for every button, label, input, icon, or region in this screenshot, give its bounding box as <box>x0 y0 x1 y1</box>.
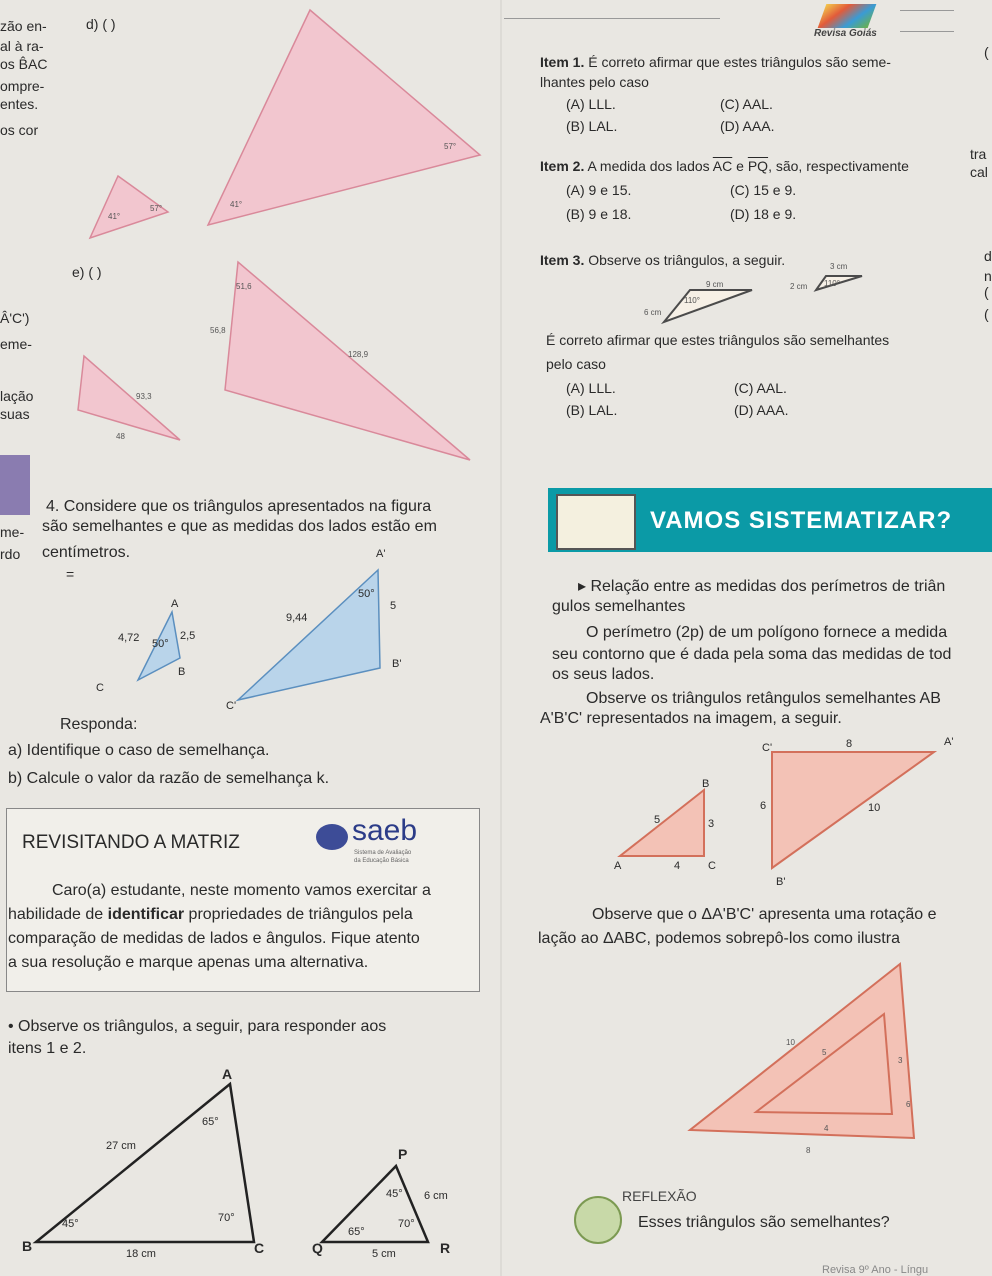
matriz-title: REVISITANDO A MATRIZ <box>22 832 240 853</box>
angle-label: 70° <box>398 1218 415 1230</box>
side-label: 6 cm <box>424 1190 448 1202</box>
relacao-title: gulos semelhantes <box>552 598 686 615</box>
saeb-logo: saeb <box>352 814 418 847</box>
vertex-label: B' <box>392 658 402 670</box>
vertex-label: B <box>22 1238 33 1254</box>
relacao-text: os seus lados. <box>552 666 655 683</box>
side-label: 4 <box>674 860 681 872</box>
item1-option-b[interactable]: (B) LAL. <box>566 118 618 134</box>
side-label: 2,5 <box>180 630 196 642</box>
item1-text: Item 1. É correto afirmar que estes triângulos são seme- <box>540 54 891 70</box>
measure-label: 6 cm <box>644 308 662 317</box>
measure-label: 51,6 <box>236 282 252 291</box>
edge-text: = <box>66 566 75 582</box>
side-label: 5 <box>654 814 661 826</box>
matriz-text: Caro(a) estudante, neste momento vamos exercitar a <box>52 882 431 899</box>
measure-label: 110° <box>824 279 840 288</box>
side-label: 5 <box>390 600 397 612</box>
vertex-label: C <box>708 860 716 872</box>
item3-text: Item 3. Observe os triângulos, a seguir. <box>540 252 786 268</box>
relacao-text: seu contorno que é dada pela soma das medidas de tod <box>552 646 952 663</box>
observe-text: • Observe os triângulos, a seguir, para responder aos <box>8 1018 387 1035</box>
responda-label: Responda: <box>60 716 138 733</box>
edge-text: al à ra- <box>0 38 44 54</box>
side-label: 10 <box>868 802 881 814</box>
angle-label: 57° <box>444 142 457 151</box>
q4-line: são semelhantes e que as medidas dos lados estão em <box>42 518 437 535</box>
vertex-label: C' <box>226 700 237 712</box>
reflexao-icon <box>574 1196 622 1244</box>
item2-option-c[interactable]: (C) 15 e 9. <box>730 182 797 198</box>
edge-text: ompre- <box>0 78 45 94</box>
vertex-label: A' <box>944 736 954 748</box>
vertex-label: A <box>614 860 622 872</box>
edge-text: os B̂AC <box>0 56 48 72</box>
relacao-text: Observe os triângulos retângulos semelhantes AB <box>586 690 941 707</box>
vertex-label: R <box>440 1240 451 1256</box>
angle-label: 50° <box>358 588 375 600</box>
item1-option-d[interactable]: (D) AAA. <box>720 118 775 134</box>
vertex-label: A' <box>376 548 386 560</box>
overlap-label: 5 <box>822 1048 827 1057</box>
item3-option-c[interactable]: (C) AAL. <box>734 380 787 396</box>
side-label: 27 cm <box>106 1140 136 1152</box>
vertex-label: C <box>96 682 104 694</box>
measure-label: 9 cm <box>706 280 724 289</box>
side-label: 8 <box>846 738 853 750</box>
item3-text: É correto afirmar que estes triângulos são semelhantes <box>546 332 890 348</box>
vertex-label: B <box>178 666 186 678</box>
reflexao-label: REFLEXÃO <box>622 1188 697 1204</box>
item3-option-b[interactable]: (B) LAL. <box>566 402 618 418</box>
item-d-label: d) ( ) <box>86 16 116 32</box>
relacao-text: O perímetro (2p) de um polígono fornece a medida <box>586 624 948 641</box>
angle-label: 65° <box>348 1226 365 1238</box>
edge-text: cal <box>970 164 988 180</box>
item1-option-c[interactable]: (C) AAL. <box>720 96 773 112</box>
side-label: 9,44 <box>286 612 308 624</box>
observe-text: itens 1 e 2. <box>8 1040 87 1057</box>
footer-text: Revisa 9º Ano - Língu <box>822 1264 929 1276</box>
rotation-text: Observe que o ΔA'B'C' apresenta uma rotação e <box>592 906 937 923</box>
edge-text: eme- <box>0 336 32 352</box>
angle-label: 65° <box>202 1116 219 1128</box>
angle-label: 45° <box>386 1188 403 1200</box>
vertex-label: B' <box>776 876 786 888</box>
vertex-label: B <box>702 778 710 790</box>
relacao-title: ▸ Relação entre as medidas dos perímetros de triân <box>578 578 946 595</box>
overlap-label: 3 <box>898 1056 903 1065</box>
brand-name: Revisa Goiás <box>814 28 877 39</box>
edge-text: rdo <box>0 546 21 562</box>
side-label: 6 <box>760 800 767 812</box>
vertex-label: C <box>254 1240 265 1256</box>
angle-label: 50° <box>152 638 169 650</box>
item3-text: pelo caso <box>546 356 606 372</box>
matriz-text: comparação de medidas de lados e ângulos. Fique atento <box>8 930 420 947</box>
item2-text: Item 2. A medida dos lados $\overline{AC}$ e $\overline{PQ}$, são, respectivamente <box>540 158 909 174</box>
measure-label: 48 <box>116 432 125 441</box>
overlap-label: 4 <box>824 1124 829 1133</box>
angle-label: 41° <box>230 200 243 209</box>
measure-label: 128,9 <box>348 350 369 359</box>
item1-option-a[interactable]: (A) LLL. <box>566 96 616 112</box>
edge-text: n <box>984 268 992 284</box>
measure-label: 110° <box>684 296 700 305</box>
edge-text: Â'C') <box>0 310 30 326</box>
angle-label: 45° <box>62 1218 79 1230</box>
item2-option-d[interactable]: (D) 18 e 9. <box>730 206 797 222</box>
matriz-text: a sua resolução e marque apenas uma alternativa. <box>8 954 369 971</box>
saeb-sub: Sistema de Avaliação <box>354 850 412 856</box>
q4-line: 4. Considere que os triângulos apresentados na figura <box>46 498 432 515</box>
edge-text: zão en- <box>0 18 47 34</box>
vertex-label: Q <box>312 1240 323 1256</box>
measure-label: 56,8 <box>210 326 226 335</box>
relacao-text: A'B'C' representados na imagem, a seguir. <box>540 710 842 727</box>
angle-label: 57° <box>150 204 163 213</box>
edge-text: entes. <box>0 96 39 112</box>
side-label: 3 <box>708 818 715 830</box>
question-b: b) Calcule o valor da razão de semelhança k. <box>8 770 330 787</box>
edge-text: ( <box>984 306 989 322</box>
angle-label: 70° <box>218 1212 235 1224</box>
edge-text: os cor <box>0 122 39 138</box>
vertex-label: P <box>398 1146 408 1162</box>
item2-option-a[interactable]: (A) 9 e 15. <box>566 182 632 198</box>
vertex-label: A <box>171 598 179 610</box>
item2-option-b[interactable]: (B) 9 e 18. <box>566 206 632 222</box>
edge-text: ( <box>984 44 989 60</box>
edge-text: d <box>984 248 992 264</box>
angle-label: 41° <box>108 212 121 221</box>
measure-label: 2 cm <box>790 282 808 291</box>
side-label: 18 cm <box>126 1248 156 1260</box>
overlap-label: 8 <box>806 1146 811 1155</box>
side-label: 4,72 <box>118 632 140 644</box>
rotation-text: lação ao ΔABC, podemos sobrepô-los como ilustra <box>538 930 900 947</box>
question-a: a) Identifique o caso de semelhança. <box>8 742 270 759</box>
item3-option-a[interactable]: (A) LLL. <box>566 380 616 396</box>
item-e-label: e) ( ) <box>72 264 102 280</box>
edge-text: me- <box>0 524 25 540</box>
vertex-label: A <box>222 1066 233 1082</box>
vertex-label: C' <box>762 742 773 754</box>
q4-line: centímetros. <box>42 544 131 561</box>
side-label: 5 cm <box>372 1248 396 1260</box>
edge-text: ( <box>984 284 989 300</box>
edge-text: suas <box>0 406 30 422</box>
measure-label: 93,3 <box>136 392 152 401</box>
overlap-label: 6 <box>906 1100 911 1109</box>
edge-text: lação <box>0 388 34 404</box>
item3-option-d[interactable]: (D) AAA. <box>734 402 789 418</box>
reflexao-question: Esses triângulos são semelhantes? <box>638 1214 890 1231</box>
matriz-text: habilidade de identificar propriedades de triângulos pela <box>8 906 413 923</box>
overlap-label: 10 <box>786 1038 795 1047</box>
saeb-sub: da Educação Básica <box>354 858 409 864</box>
edge-text: tra <box>970 146 987 162</box>
item1-text: lhantes pelo caso <box>540 74 649 90</box>
measure-label: 3 cm <box>830 262 848 271</box>
vamos-title: VAMOS SISTEMATIZAR? <box>650 507 953 534</box>
